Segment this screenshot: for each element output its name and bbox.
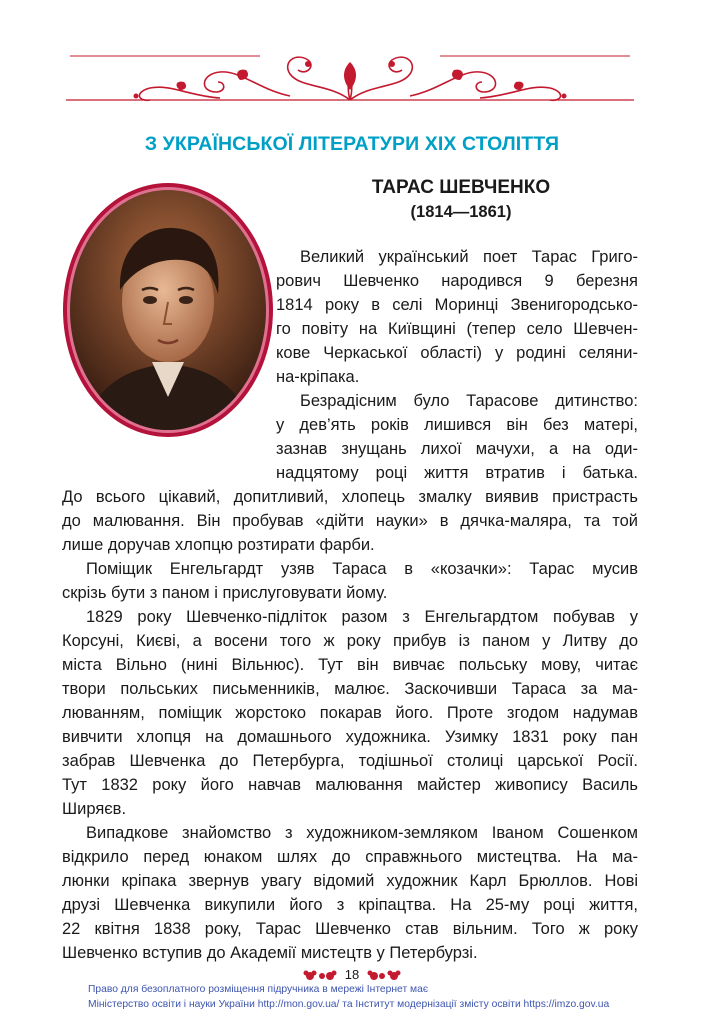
portrait-icon xyxy=(62,182,274,438)
text-line: Великий український поет Тарас Григо- xyxy=(300,248,638,266)
text-line: відкрило перед юнаком шлях до справжнього мистецтва. На ма- xyxy=(62,848,638,866)
text-line: До всього цікавий, допитливий, хлопець змалку виявив пристрасть xyxy=(62,488,638,506)
flower-icon xyxy=(366,968,402,984)
floral-ornament-icon xyxy=(50,40,650,120)
text-line: Випадкове знайомство з художником-земляком Іваном Сошенком xyxy=(86,824,638,842)
text-line: рович Шевченко народився 9 березня xyxy=(276,272,638,290)
text-line: скрізь бути з паном і прислуговувати йому. xyxy=(62,584,388,602)
flower-icon xyxy=(302,968,338,984)
author-years: (1814—1861) xyxy=(410,203,512,221)
text-line: твори польських письменників, малює. Заскочивши Тараса за ма- xyxy=(62,680,638,698)
footer-ministry-line: Міністерство освіти і науки України http://mon.gov.ua/ та Інститут модернізації змісту освіти https://imzo.gov.ua xyxy=(88,999,610,1010)
text-line: кове Черкаської області) у родині селяни- xyxy=(276,344,638,362)
text-line: у дев’ять років лишився він без матері, xyxy=(276,416,638,434)
section-title: З УКРАЇНСЬКОЇ ЛІТЕРАТУРИ ХІХ СТОЛІТТЯ xyxy=(144,133,560,155)
text-line: вивчити хлопця на домашнього художника. Узимку 1831 року пан xyxy=(62,728,638,746)
text-line: на-кріпака. xyxy=(276,368,360,386)
text-line: люнки кріпака звернув увагу відомий художник Карл Брюллов. Нові xyxy=(62,872,638,890)
text-line: Поміщик Енгельгардт узяв Тараса в «козачки»: Тарас мусив xyxy=(86,560,638,578)
text-line: Ширяєв. xyxy=(62,800,127,818)
text-line: Корсуні, Києві, а восени того ж року прибув із паном у Литву до xyxy=(62,632,638,650)
text-line: лише доручав хлопцю розтирати фарби. xyxy=(62,536,375,554)
text-line: 1814 року в селі Моринці Звенигородсько- xyxy=(276,296,638,314)
text-line: друзі Шевченка викупили його з кріпацтва. На 25-му році життя, xyxy=(62,896,638,914)
text-line: надцятому році життя втратив і батька. xyxy=(276,464,638,482)
author-name: ТАРАС ШЕВЧЕНКО xyxy=(371,177,551,198)
text-line: 1829 року Шевченко-підліток разом з Енгельгардтом побував у xyxy=(86,608,638,626)
text-line: 22 квітня 1838 року, Тарас Шевченко став вільним. Того ж року xyxy=(62,920,638,938)
page-number: 18 xyxy=(344,967,360,982)
text-line: забрав Шевченка до Петербурга, тодішньої столиці царської Росії. xyxy=(62,752,638,770)
footer-rights-line: Право для безоплатного розміщення підручника в мережі Інтернет має xyxy=(88,984,429,995)
text-line: Тут 1832 року його навчав малювання майстер живопису Василь xyxy=(62,776,638,794)
text-line: Безрадісним було Тарасове дитинство: xyxy=(300,392,638,410)
text-line: зазнав знущань лихої мачухи, а на оди- xyxy=(276,440,638,458)
text-line: до малювання. Він пробував «дійти науки» в дячка-маляра, та той xyxy=(62,512,638,530)
text-line: міста Вільно (нині Вільнюс). Тут він вивчає польську мову, читає xyxy=(62,656,638,674)
text-line: го повіту на Київщині (тепер село Шевчен- xyxy=(276,320,638,338)
text-line: Шевченко вступив до Академії мистецтв у Петербурзі. xyxy=(62,944,478,962)
text-line: люванням, поміщик жорстоко покарав його. Проте згодом надумав xyxy=(62,704,638,722)
